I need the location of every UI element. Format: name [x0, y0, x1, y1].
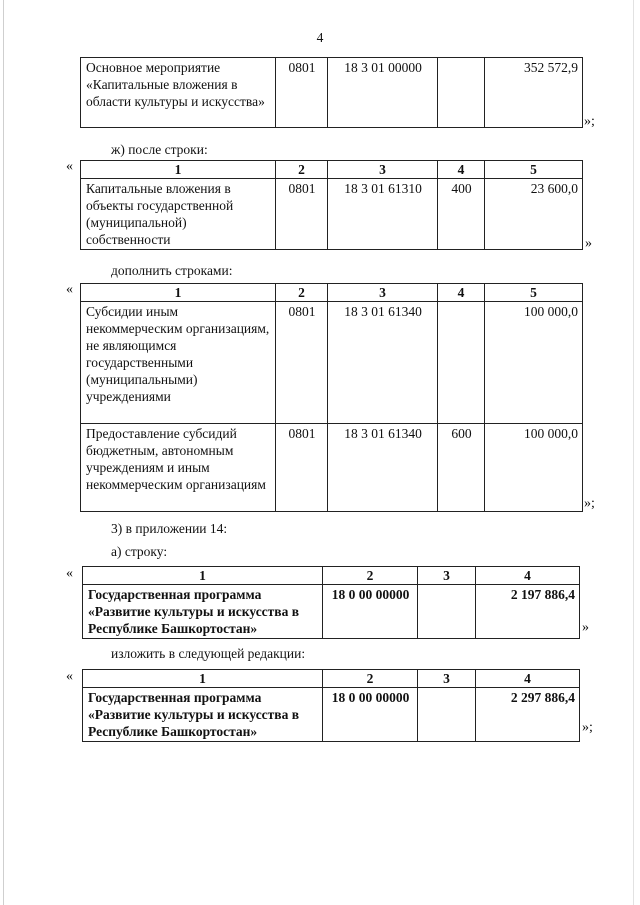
header-col-5: 5 [485, 284, 583, 302]
header-col-4: 4 [476, 670, 580, 688]
cell-amount: 2 197 886,4 [476, 585, 580, 639]
open-quote: « [66, 669, 73, 684]
header-col-4: 4 [438, 161, 485, 179]
paragraph-appendix-14: 3) в приложении 14: [111, 521, 228, 536]
header-col-3: 3 [328, 284, 438, 302]
paragraph-add-rows: дополнить строками: [111, 263, 233, 278]
cell-amount: 100 000,0 [485, 424, 583, 512]
close-quote: »; [584, 496, 595, 511]
table-subsidies [80, 283, 583, 512]
scan-edge-left [3, 0, 4, 905]
cell-code: 18 3 01 61310 [328, 179, 438, 250]
table-header-row [83, 670, 580, 688]
open-quote: « [66, 282, 73, 297]
close-quote: »; [582, 720, 593, 735]
table-capital-investments [80, 160, 583, 250]
header-col-1: 1 [83, 567, 323, 585]
close-quote: »; [584, 114, 595, 129]
cell-amount: 2 297 886,4 [476, 688, 580, 742]
table-header-row [83, 567, 580, 585]
cell-name: Субсидии иным некоммерческим организациям, не являющимся государственными (муниципальными) учреждениями [81, 302, 276, 424]
table-row [81, 424, 583, 512]
header-col-2: 2 [276, 284, 328, 302]
table-program-old [82, 566, 580, 639]
open-quote: « [66, 566, 73, 581]
cell-type: 600 [438, 424, 485, 512]
page-number: 4 [316, 30, 324, 45]
table-header-row [81, 161, 583, 179]
header-col-2: 2 [323, 567, 418, 585]
table-row [81, 179, 583, 250]
cell-section: 0801 [276, 302, 328, 424]
open-quote: « [66, 159, 73, 174]
cell-name: Основное мероприятие «Капитальные вложения в области культуры и искусства» [81, 58, 276, 128]
cell-name: Капитальные вложения в объекты государственной (муниципальной) собственности [81, 179, 276, 250]
table-row [81, 302, 583, 424]
cell-type [438, 302, 485, 424]
table-row [81, 58, 583, 128]
table-program-new [82, 669, 580, 742]
cell-code: 18 0 00 00000 [323, 585, 418, 639]
header-col-5: 5 [485, 161, 583, 179]
cell-name: Государственная программа «Развитие культуры и искусства в Республике Башкортостан» [83, 688, 323, 742]
cell-code: 18 3 01 61340 [328, 424, 438, 512]
cell-code: 18 3 01 61340 [328, 302, 438, 424]
table-row [83, 688, 580, 742]
cell-type [418, 585, 476, 639]
header-col-4: 4 [438, 284, 485, 302]
cell-type: 400 [438, 179, 485, 250]
header-col-1: 1 [81, 284, 276, 302]
table-row [83, 585, 580, 639]
header-col-1: 1 [81, 161, 276, 179]
scan-edge-right [633, 0, 634, 905]
header-col-2: 2 [276, 161, 328, 179]
header-col-4: 4 [476, 567, 580, 585]
cell-code: 18 3 01 00000 [328, 58, 438, 128]
header-col-1: 1 [83, 670, 323, 688]
header-col-3: 3 [418, 670, 476, 688]
paragraph-line-a: а) строку: [111, 544, 168, 559]
cell-type [418, 688, 476, 742]
header-col-2: 2 [323, 670, 418, 688]
paragraph-after-row: ж) после строки: [111, 142, 208, 157]
cell-amount: 352 572,9 [485, 58, 583, 128]
cell-section: 0801 [276, 179, 328, 250]
cell-name: Предоставление субсидий бюджетным, автономным учреждениям и иным некоммерческим организациям [81, 424, 276, 512]
cell-section: 0801 [276, 424, 328, 512]
cell-amount: 23 600,0 [485, 179, 583, 250]
cell-code: 18 0 00 00000 [323, 688, 418, 742]
header-col-3: 3 [328, 161, 438, 179]
cell-name: Государственная программа «Развитие культуры и искусства в Республике Башкортостан» [83, 585, 323, 639]
table-main-activity [80, 57, 583, 128]
cell-amount: 100 000,0 [485, 302, 583, 424]
header-col-3: 3 [418, 567, 476, 585]
close-quote: » [582, 620, 589, 635]
cell-type [438, 58, 485, 128]
close-quote: » [585, 236, 592, 251]
paragraph-new-edition: изложить в следующей редакции: [111, 646, 306, 661]
table-header-row [81, 284, 583, 302]
cell-section: 0801 [276, 58, 328, 128]
